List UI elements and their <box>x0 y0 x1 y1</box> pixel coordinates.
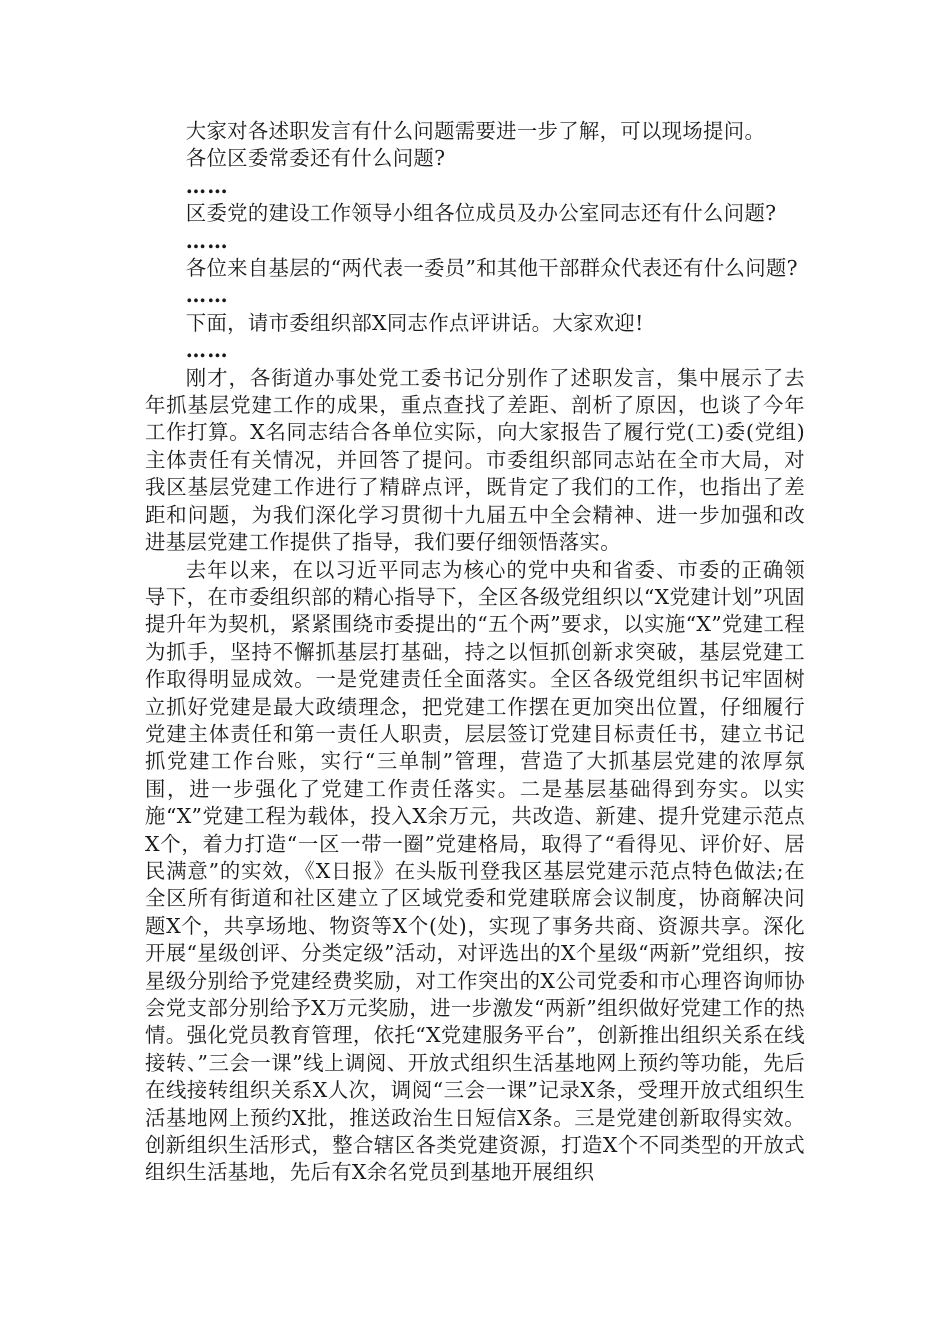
paragraph-5: 下面，请市委组织部X同志作点评讲话。大家欢迎! <box>185 310 644 335</box>
paragraph-2: 各位区委常委还有什么问题? <box>185 146 446 171</box>
ellipsis-4: …… <box>185 338 229 363</box>
paragraph-4: 各位来自基层的“两代表一委员”和其他干部群众代表还有什么问题? <box>185 256 798 281</box>
ellipsis-3: …… <box>185 283 229 308</box>
paragraph-6: 刚才，各街道办事处党工委书记分别作了述职发言，集中展示了去年抓基层党建工作的成果，重点查找了差距、剖析了原因，也谈了今年工作打算。X名同志结合各单位实际，向大家报告了履行党(工)委(党组)主体责任有关情况，并回答了提问。市委组织部同志站在全市大局，对我区基层党建工作进行了精辟点评，既肯定了我们的工作，也指出了差距和问题，为我们深化学习贯彻十九届五中全会精神、进一步加强和改进基层党建工作提供了指导，我们要仔细领悟落实。 <box>145 365 805 555</box>
ellipsis-2: …… <box>185 228 229 253</box>
paragraph-1: 大家对各述职发言有什么问题需要进一步了解，可以现场提问。 <box>185 119 766 143</box>
ellipsis-1: …… <box>185 173 229 198</box>
document-body <box>145 118 805 1187</box>
paragraph-3: 区委党的建设工作领导小组各位成员及办公室同志还有什么问题? <box>185 201 777 226</box>
paragraph-7: 去年以来，在以习近平同志为核心的党中央和省委、市委的正确领导下，在市委组织部的精心指导下，全区各级党组织以“X党建计划”巩固提升年为契机，紧紧围绕市委提出的“五个两”要求，以实施“X”党建工程为抓手，坚持不懈抓基层打基础，持之以恒抓创新求突破，基层党建工作取得明显成效。一是党建责任全面落实。全区各级党组织书记牢固树立抓好党建是最大政绩理念，把党建工作摆在更加突出位置，仔细履行党建主体责任和第一责任人职责，层层签订党建目标责任书，建立书记抓党建工作台账，实行“三单制”管理，营造了大抓基层党建的浓厚氛围，进一步强化了党建工作责任落实。二是基层基础得到夯实。以实施“X”党建工程为载体，投入X余万元，共改造、新建、提升党建示范点X个，着力打造“一区一带一圈”党建格局，取得了“看得见、评价好、居民满意”的实效，《X日报》在头版刊登我区基层党建示范点特色做法;在全区所有街道和社区建立了区域党委和党建联席会议制度，协商解决问题X个，共享场地、物资等X个(处)，实现了事务共商、资源共享。深化开展“星级创评、分类定级”活动，对评选出的X个星级“两新”党组织，按星级分别给予党建经费奖励，对工作突出的X公司党委和市心理咨询师协会党支部分别给予X万元奖励，进一步激发“两新”组织做好党建工作的热情。强化党员教育管理，依托“X党建服务平台”，创新推出组织关系在线接转、”三会一课”线上调阅、开放式组织生活基地网上预约等功能，先后在线接转组织关系X人次，调阅“三会一课”记录X条，受理开放式组织生活基地网上预约X批，推送政治生日短信X条。三是党建创新取得实效。创新组织生活形式，整合辖区各类党建资源，打造X个不同类型的开放式组织生活基地，先后有X余名党员到基地开展组织 <box>145 557 805 1185</box>
